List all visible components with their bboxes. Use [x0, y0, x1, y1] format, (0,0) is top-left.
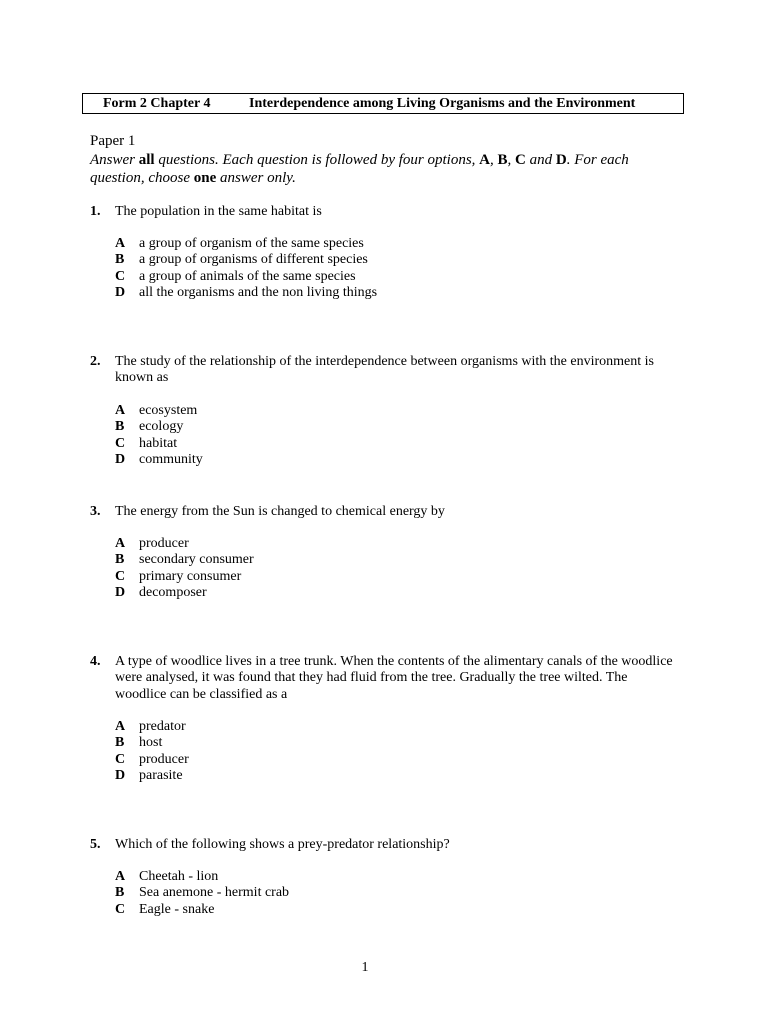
option-text: a group of animals of the same species	[139, 268, 356, 284]
option-letter: C	[115, 751, 126, 767]
question-number: 2.	[90, 354, 101, 369]
page-number: 1	[361, 960, 369, 975]
option-text: all the organisms and the non living things	[139, 285, 378, 301]
option-letter: D	[115, 585, 126, 601]
option-letter: C	[115, 268, 126, 284]
instr-one: one	[193, 170, 217, 186]
option-text: producer	[139, 536, 189, 551]
option-letter: C	[115, 568, 126, 584]
question-text: The population in the same habitat is	[115, 204, 322, 219]
option-letter: B	[115, 735, 125, 751]
option-letter: A	[115, 536, 126, 551]
option-text: Sea anemone - hermit crab	[139, 885, 290, 901]
option-text: a group of organisms of different species	[139, 252, 368, 268]
instr-option-a: A	[479, 152, 491, 168]
instr-text: answer only.	[216, 170, 296, 186]
question-text: The energy from the Sun is changed to chemical energy by	[115, 504, 445, 519]
question-text: The study of the relationship of the interdependence between organisms with the environment is known as	[115, 354, 654, 386]
option-text: secondary consumer	[139, 552, 254, 568]
option-letter: D	[115, 452, 126, 468]
instr-all: all	[138, 152, 155, 168]
option-text: ecosystem	[139, 403, 198, 418]
chapter-label: Form 2 Chapter 4	[103, 96, 211, 111]
question-text: Which of the following shows a prey-predator relationship?	[115, 837, 450, 852]
option-text: host	[139, 735, 163, 751]
instr-option-b: B	[497, 152, 508, 168]
option-letter: D	[115, 285, 126, 301]
option-text: Eagle - snake	[139, 901, 215, 917]
option-text: a group of organism of the same species	[139, 236, 364, 251]
option-letter: D	[115, 768, 126, 784]
option-text: ecology	[139, 419, 184, 435]
option-text: community	[139, 452, 203, 468]
option-text: parasite	[139, 768, 183, 784]
instr-and: and	[525, 152, 556, 168]
question-number: 4.	[90, 654, 101, 669]
option-letter: A	[115, 719, 126, 734]
option-letter: A	[115, 869, 126, 884]
option-letter: B	[115, 885, 125, 901]
chapter-title: Interdependence among Living Organisms and the Environment	[249, 96, 636, 111]
question-number: 3.	[90, 504, 101, 519]
option-letter: C	[115, 901, 126, 917]
instr-text: questions. Each question is followed by four options,	[154, 152, 480, 168]
option-text: decomposer	[139, 585, 207, 601]
option-text: habitat	[139, 435, 178, 451]
option-letter: B	[115, 552, 125, 568]
option-letter: A	[115, 403, 126, 418]
question-number: 1.	[90, 204, 101, 219]
option-letter: A	[115, 236, 126, 251]
instr-comma: ,	[507, 152, 516, 168]
option-letter: B	[115, 252, 125, 268]
option-text: primary consumer	[139, 568, 242, 584]
option-letter: C	[115, 435, 126, 451]
question-number: 5.	[90, 837, 101, 852]
instr-text: . For each question, choose	[90, 152, 629, 186]
chapter-header-box	[82, 93, 684, 114]
option-text: Cheetah - lion	[139, 869, 219, 884]
instr-comma: ,	[490, 152, 498, 168]
option-letter: B	[115, 419, 125, 435]
option-text: producer	[139, 751, 189, 767]
instr-option-d: D	[555, 152, 567, 168]
question-text: A type of woodlice lives in a tree trunk. When the contents of the alimentary canals of the woodlice were analysed, it was found that they had fluid from the tree. Gradually the tree wilted. The woodlice can be classified as a	[115, 654, 673, 702]
instructions	[90, 151, 670, 187]
instr-text: Answer	[90, 152, 139, 168]
option-text: predator	[139, 719, 186, 734]
paper-label: Paper 1	[90, 133, 136, 149]
instr-option-c: C	[515, 152, 526, 168]
